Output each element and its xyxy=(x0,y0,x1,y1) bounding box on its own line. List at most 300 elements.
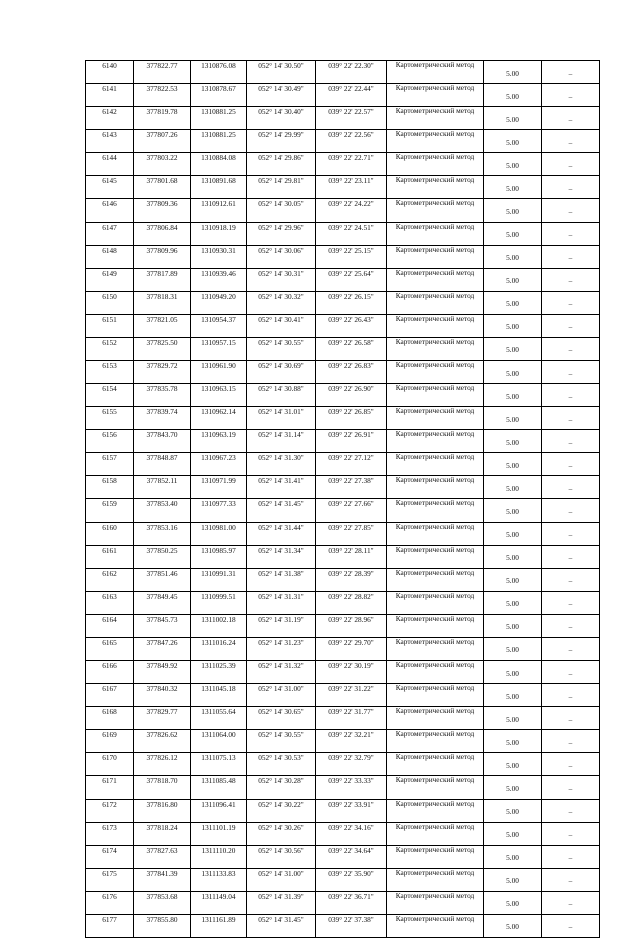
longitude-cell: 039° 22' 37.38" xyxy=(316,914,387,937)
description-cell: – xyxy=(542,407,600,430)
table-row xyxy=(86,222,600,245)
point-number-cell: 6169 xyxy=(86,730,134,753)
method-cell: Картометрический метод xyxy=(387,684,484,707)
latitude-cell: 052° 14' 30.53" xyxy=(247,753,316,776)
latitude-cell: 052° 14' 30.41" xyxy=(247,314,316,337)
table-row xyxy=(86,130,600,153)
description-cell: – xyxy=(542,361,600,384)
latitude-cell: 052° 14' 31.30" xyxy=(247,453,316,476)
table-row xyxy=(86,637,600,660)
method-cell: Картометрический метод xyxy=(387,107,484,130)
y-coordinate-cell: 1310912.61 xyxy=(191,199,247,222)
point-number-cell: 6156 xyxy=(86,430,134,453)
y-coordinate-cell: 1311096.41 xyxy=(191,799,247,822)
x-coordinate-cell: 377817.89 xyxy=(134,268,191,291)
latitude-cell: 052° 14' 31.14" xyxy=(247,430,316,453)
longitude-cell: 039° 22' 26.83" xyxy=(316,361,387,384)
point-number-cell: 6146 xyxy=(86,199,134,222)
x-coordinate-cell: 377822.53 xyxy=(134,84,191,107)
description-cell: – xyxy=(542,337,600,360)
description-cell: – xyxy=(542,499,600,522)
accuracy-cell: 5.00 xyxy=(484,661,542,684)
point-number-cell: 6147 xyxy=(86,222,134,245)
y-coordinate-cell: 1310949.20 xyxy=(191,291,247,314)
x-coordinate-cell: 377849.92 xyxy=(134,661,191,684)
x-coordinate-cell: 377839.74 xyxy=(134,407,191,430)
longitude-cell: 039° 22' 27.66" xyxy=(316,499,387,522)
description-cell: – xyxy=(542,153,600,176)
method-cell: Картометрический метод xyxy=(387,707,484,730)
method-cell: Картометрический метод xyxy=(387,891,484,914)
point-number-cell: 6167 xyxy=(86,684,134,707)
table-row xyxy=(86,522,600,545)
y-coordinate-cell: 1311064.00 xyxy=(191,730,247,753)
table-row xyxy=(86,753,600,776)
point-number-cell: 6164 xyxy=(86,614,134,637)
latitude-cell: 052° 14' 31.32" xyxy=(247,661,316,684)
x-coordinate-cell: 377801.68 xyxy=(134,176,191,199)
latitude-cell: 052° 14' 31.00" xyxy=(247,868,316,891)
accuracy-cell: 5.00 xyxy=(484,84,542,107)
accuracy-cell: 5.00 xyxy=(484,684,542,707)
point-number-cell: 6153 xyxy=(86,361,134,384)
latitude-cell: 052° 14' 30.22" xyxy=(247,799,316,822)
latitude-cell: 052° 14' 30.32" xyxy=(247,291,316,314)
accuracy-cell: 5.00 xyxy=(484,591,542,614)
y-coordinate-cell: 1311075.13 xyxy=(191,753,247,776)
method-cell: Картометрический метод xyxy=(387,914,484,937)
accuracy-cell: 5.00 xyxy=(484,891,542,914)
longitude-cell: 039° 22' 30.19" xyxy=(316,661,387,684)
table-row xyxy=(86,545,600,568)
latitude-cell: 052° 14' 30.06" xyxy=(247,245,316,268)
method-cell: Картометрический метод xyxy=(387,176,484,199)
y-coordinate-cell: 1311055.64 xyxy=(191,707,247,730)
latitude-cell: 052° 14' 31.34" xyxy=(247,545,316,568)
method-cell: Картометрический метод xyxy=(387,384,484,407)
accuracy-cell: 5.00 xyxy=(484,407,542,430)
latitude-cell: 052° 14' 30.28" xyxy=(247,776,316,799)
method-cell: Картометрический метод xyxy=(387,314,484,337)
latitude-cell: 052° 14' 31.23" xyxy=(247,637,316,660)
y-coordinate-cell: 1310881.25 xyxy=(191,130,247,153)
point-number-cell: 6144 xyxy=(86,153,134,176)
x-coordinate-cell: 377827.63 xyxy=(134,845,191,868)
longitude-cell: 039° 22' 27.85" xyxy=(316,522,387,545)
y-coordinate-cell: 1310918.19 xyxy=(191,222,247,245)
coordinates-table-body xyxy=(86,61,600,938)
table-row xyxy=(86,914,600,937)
y-coordinate-cell: 1310930.31 xyxy=(191,245,247,268)
x-coordinate-cell: 377851.46 xyxy=(134,568,191,591)
point-number-cell: 6161 xyxy=(86,545,134,568)
point-number-cell: 6173 xyxy=(86,822,134,845)
table-row xyxy=(86,407,600,430)
latitude-cell: 052° 14' 31.39" xyxy=(247,891,316,914)
longitude-cell: 039° 22' 29.70" xyxy=(316,637,387,660)
method-cell: Картометрический метод xyxy=(387,753,484,776)
point-number-cell: 6152 xyxy=(86,337,134,360)
description-cell: – xyxy=(542,891,600,914)
latitude-cell: 052° 14' 30.55" xyxy=(247,730,316,753)
accuracy-cell: 5.00 xyxy=(484,845,542,868)
method-cell: Картометрический метод xyxy=(387,522,484,545)
longitude-cell: 039° 22' 26.91" xyxy=(316,430,387,453)
method-cell: Картометрический метод xyxy=(387,868,484,891)
latitude-cell: 052° 14' 31.45" xyxy=(247,499,316,522)
table-row xyxy=(86,199,600,222)
description-cell: – xyxy=(542,291,600,314)
point-number-cell: 6165 xyxy=(86,637,134,660)
table-row xyxy=(86,384,600,407)
method-cell: Картометрический метод xyxy=(387,568,484,591)
y-coordinate-cell: 1310939.46 xyxy=(191,268,247,291)
y-coordinate-cell: 1310878.67 xyxy=(191,84,247,107)
latitude-cell: 052° 14' 29.86" xyxy=(247,153,316,176)
table-row xyxy=(86,61,600,84)
accuracy-cell: 5.00 xyxy=(484,822,542,845)
table-row xyxy=(86,430,600,453)
x-coordinate-cell: 377843.70 xyxy=(134,430,191,453)
method-cell: Картометрический метод xyxy=(387,661,484,684)
description-cell: – xyxy=(542,845,600,868)
y-coordinate-cell: 1311161.89 xyxy=(191,914,247,937)
table-row xyxy=(86,591,600,614)
method-cell: Картометрический метод xyxy=(387,337,484,360)
y-coordinate-cell: 1310999.51 xyxy=(191,591,247,614)
x-coordinate-cell: 377847.26 xyxy=(134,637,191,660)
y-coordinate-cell: 1310891.68 xyxy=(191,176,247,199)
method-cell: Картометрический метод xyxy=(387,84,484,107)
latitude-cell: 052° 14' 31.41" xyxy=(247,476,316,499)
y-coordinate-cell: 1310957.15 xyxy=(191,337,247,360)
accuracy-cell: 5.00 xyxy=(484,799,542,822)
description-cell: – xyxy=(542,130,600,153)
accuracy-cell: 5.00 xyxy=(484,199,542,222)
y-coordinate-cell: 1311025.39 xyxy=(191,661,247,684)
longitude-cell: 039° 22' 34.64" xyxy=(316,845,387,868)
x-coordinate-cell: 377816.80 xyxy=(134,799,191,822)
table-row xyxy=(86,822,600,845)
x-coordinate-cell: 377853.16 xyxy=(134,522,191,545)
method-cell: Картометрический метод xyxy=(387,614,484,637)
table-row xyxy=(86,245,600,268)
table-row xyxy=(86,337,600,360)
accuracy-cell: 5.00 xyxy=(484,130,542,153)
latitude-cell: 052° 14' 30.49" xyxy=(247,84,316,107)
accuracy-cell: 5.00 xyxy=(484,614,542,637)
point-number-cell: 6158 xyxy=(86,476,134,499)
y-coordinate-cell: 1310961.90 xyxy=(191,361,247,384)
accuracy-cell: 5.00 xyxy=(484,568,542,591)
longitude-cell: 039° 22' 32.79" xyxy=(316,753,387,776)
longitude-cell: 039° 22' 22.71" xyxy=(316,153,387,176)
description-cell: – xyxy=(542,799,600,822)
x-coordinate-cell: 377818.70 xyxy=(134,776,191,799)
latitude-cell: 052° 14' 29.81" xyxy=(247,176,316,199)
description-cell: – xyxy=(542,684,600,707)
accuracy-cell: 5.00 xyxy=(484,545,542,568)
accuracy-cell: 5.00 xyxy=(484,314,542,337)
longitude-cell: 039° 22' 24.51" xyxy=(316,222,387,245)
x-coordinate-cell: 377855.80 xyxy=(134,914,191,937)
method-cell: Картометрический метод xyxy=(387,153,484,176)
accuracy-cell: 5.00 xyxy=(484,476,542,499)
y-coordinate-cell: 1310963.15 xyxy=(191,384,247,407)
table-row xyxy=(86,314,600,337)
longitude-cell: 039° 22' 22.56" xyxy=(316,130,387,153)
x-coordinate-cell: 377818.31 xyxy=(134,291,191,314)
method-cell: Картометрический метод xyxy=(387,361,484,384)
y-coordinate-cell: 1310962.14 xyxy=(191,407,247,430)
description-cell: – xyxy=(542,245,600,268)
point-number-cell: 6140 xyxy=(86,61,134,84)
x-coordinate-cell: 377807.26 xyxy=(134,130,191,153)
latitude-cell: 052° 14' 30.88" xyxy=(247,384,316,407)
y-coordinate-cell: 1311045.18 xyxy=(191,684,247,707)
y-coordinate-cell: 1310977.33 xyxy=(191,499,247,522)
accuracy-cell: 5.00 xyxy=(484,107,542,130)
description-cell: – xyxy=(542,107,600,130)
description-cell: – xyxy=(542,453,600,476)
latitude-cell: 052° 14' 29.96" xyxy=(247,222,316,245)
longitude-cell: 039° 22' 27.12" xyxy=(316,453,387,476)
method-cell: Картометрический метод xyxy=(387,453,484,476)
description-cell: – xyxy=(542,522,600,545)
x-coordinate-cell: 377841.39 xyxy=(134,868,191,891)
description-cell: – xyxy=(542,176,600,199)
accuracy-cell: 5.00 xyxy=(484,384,542,407)
table-row xyxy=(86,891,600,914)
method-cell: Картометрический метод xyxy=(387,268,484,291)
method-cell: Картометрический метод xyxy=(387,845,484,868)
table-row xyxy=(86,453,600,476)
description-cell: – xyxy=(542,476,600,499)
accuracy-cell: 5.00 xyxy=(484,453,542,476)
coordinates-table xyxy=(85,60,600,938)
method-cell: Картометрический метод xyxy=(387,199,484,222)
table-row xyxy=(86,845,600,868)
table-row xyxy=(86,707,600,730)
accuracy-cell: 5.00 xyxy=(484,499,542,522)
method-cell: Картометрический метод xyxy=(387,591,484,614)
description-cell: – xyxy=(542,84,600,107)
method-cell: Картометрический метод xyxy=(387,637,484,660)
accuracy-cell: 5.00 xyxy=(484,176,542,199)
point-number-cell: 6176 xyxy=(86,891,134,914)
accuracy-cell: 5.00 xyxy=(484,222,542,245)
description-cell: – xyxy=(542,314,600,337)
y-coordinate-cell: 1310971.99 xyxy=(191,476,247,499)
table-row xyxy=(86,614,600,637)
y-coordinate-cell: 1311016.24 xyxy=(191,637,247,660)
longitude-cell: 039° 22' 26.15" xyxy=(316,291,387,314)
point-number-cell: 6149 xyxy=(86,268,134,291)
longitude-cell: 039° 22' 27.38" xyxy=(316,476,387,499)
x-coordinate-cell: 377829.77 xyxy=(134,707,191,730)
y-coordinate-cell: 1310967.23 xyxy=(191,453,247,476)
y-coordinate-cell: 1311133.83 xyxy=(191,868,247,891)
x-coordinate-cell: 377818.24 xyxy=(134,822,191,845)
x-coordinate-cell: 377829.72 xyxy=(134,361,191,384)
accuracy-cell: 5.00 xyxy=(484,776,542,799)
x-coordinate-cell: 377819.78 xyxy=(134,107,191,130)
longitude-cell: 039° 22' 28.39" xyxy=(316,568,387,591)
y-coordinate-cell: 1310884.08 xyxy=(191,153,247,176)
longitude-cell: 039° 22' 35.90" xyxy=(316,868,387,891)
description-cell: – xyxy=(542,637,600,660)
y-coordinate-cell: 1311110.20 xyxy=(191,845,247,868)
description-cell: – xyxy=(542,199,600,222)
description-cell: – xyxy=(542,914,600,937)
table-row xyxy=(86,568,600,591)
latitude-cell: 052° 14' 31.45" xyxy=(247,914,316,937)
latitude-cell: 052° 14' 31.38" xyxy=(247,568,316,591)
latitude-cell: 052° 14' 31.19" xyxy=(247,614,316,637)
point-number-cell: 6141 xyxy=(86,84,134,107)
point-number-cell: 6157 xyxy=(86,453,134,476)
description-cell: – xyxy=(542,61,600,84)
accuracy-cell: 5.00 xyxy=(484,868,542,891)
description-cell: – xyxy=(542,776,600,799)
x-coordinate-cell: 377850.25 xyxy=(134,545,191,568)
method-cell: Картометрический метод xyxy=(387,61,484,84)
x-coordinate-cell: 377825.50 xyxy=(134,337,191,360)
latitude-cell: 052° 14' 30.50" xyxy=(247,61,316,84)
point-number-cell: 6175 xyxy=(86,868,134,891)
table-row xyxy=(86,291,600,314)
point-number-cell: 6143 xyxy=(86,130,134,153)
y-coordinate-cell: 1310954.37 xyxy=(191,314,247,337)
method-cell: Картометрический метод xyxy=(387,430,484,453)
description-cell: – xyxy=(542,707,600,730)
y-coordinate-cell: 1310881.25 xyxy=(191,107,247,130)
x-coordinate-cell: 377803.22 xyxy=(134,153,191,176)
longitude-cell: 039° 22' 26.58" xyxy=(316,337,387,360)
x-coordinate-cell: 377826.12 xyxy=(134,753,191,776)
accuracy-cell: 5.00 xyxy=(484,361,542,384)
y-coordinate-cell: 1310985.97 xyxy=(191,545,247,568)
table-row xyxy=(86,499,600,522)
point-number-cell: 6166 xyxy=(86,661,134,684)
accuracy-cell: 5.00 xyxy=(484,637,542,660)
longitude-cell: 039° 22' 31.77" xyxy=(316,707,387,730)
description-cell: – xyxy=(542,753,600,776)
y-coordinate-cell: 1310963.19 xyxy=(191,430,247,453)
table-row xyxy=(86,268,600,291)
x-coordinate-cell: 377853.68 xyxy=(134,891,191,914)
point-number-cell: 6177 xyxy=(86,914,134,937)
description-cell: – xyxy=(542,384,600,407)
accuracy-cell: 5.00 xyxy=(484,291,542,314)
description-cell: – xyxy=(542,730,600,753)
description-cell: – xyxy=(542,614,600,637)
method-cell: Картометрический метод xyxy=(387,822,484,845)
table-row xyxy=(86,84,600,107)
latitude-cell: 052° 14' 31.31" xyxy=(247,591,316,614)
latitude-cell: 052° 14' 29.99" xyxy=(247,130,316,153)
method-cell: Картометрический метод xyxy=(387,799,484,822)
accuracy-cell: 5.00 xyxy=(484,753,542,776)
method-cell: Картометрический метод xyxy=(387,130,484,153)
longitude-cell: 039° 22' 25.15" xyxy=(316,245,387,268)
latitude-cell: 052° 14' 30.05" xyxy=(247,199,316,222)
description-cell: – xyxy=(542,591,600,614)
x-coordinate-cell: 377826.62 xyxy=(134,730,191,753)
y-coordinate-cell: 1311149.04 xyxy=(191,891,247,914)
latitude-cell: 052° 14' 30.69" xyxy=(247,361,316,384)
longitude-cell: 039° 22' 23.11" xyxy=(316,176,387,199)
table-row xyxy=(86,176,600,199)
latitude-cell: 052° 14' 30.56" xyxy=(247,845,316,868)
table-row xyxy=(86,684,600,707)
method-cell: Картометрический метод xyxy=(387,730,484,753)
longitude-cell: 039° 22' 34.16" xyxy=(316,822,387,845)
x-coordinate-cell: 377821.05 xyxy=(134,314,191,337)
point-number-cell: 6155 xyxy=(86,407,134,430)
accuracy-cell: 5.00 xyxy=(484,268,542,291)
point-number-cell: 6171 xyxy=(86,776,134,799)
latitude-cell: 052° 14' 30.55" xyxy=(247,337,316,360)
accuracy-cell: 5.00 xyxy=(484,61,542,84)
accuracy-cell: 5.00 xyxy=(484,914,542,937)
x-coordinate-cell: 377845.73 xyxy=(134,614,191,637)
longitude-cell: 039° 22' 26.90" xyxy=(316,384,387,407)
point-number-cell: 6162 xyxy=(86,568,134,591)
longitude-cell: 039° 22' 33.33" xyxy=(316,776,387,799)
x-coordinate-cell: 377806.84 xyxy=(134,222,191,245)
method-cell: Картометрический метод xyxy=(387,407,484,430)
latitude-cell: 052° 14' 31.00" xyxy=(247,684,316,707)
longitude-cell: 039° 22' 24.22" xyxy=(316,199,387,222)
x-coordinate-cell: 377853.40 xyxy=(134,499,191,522)
longitude-cell: 039° 22' 22.44" xyxy=(316,84,387,107)
longitude-cell: 039° 22' 32.21" xyxy=(316,730,387,753)
y-coordinate-cell: 1310876.08 xyxy=(191,61,247,84)
accuracy-cell: 5.00 xyxy=(484,707,542,730)
y-coordinate-cell: 1311002.18 xyxy=(191,614,247,637)
method-cell: Картометрический метод xyxy=(387,476,484,499)
table-row xyxy=(86,661,600,684)
point-number-cell: 6159 xyxy=(86,499,134,522)
point-number-cell: 6150 xyxy=(86,291,134,314)
table-row xyxy=(86,776,600,799)
accuracy-cell: 5.00 xyxy=(484,245,542,268)
longitude-cell: 039° 22' 28.96" xyxy=(316,614,387,637)
point-number-cell: 6172 xyxy=(86,799,134,822)
accuracy-cell: 5.00 xyxy=(484,153,542,176)
description-cell: – xyxy=(542,545,600,568)
point-number-cell: 6168 xyxy=(86,707,134,730)
table-row xyxy=(86,868,600,891)
longitude-cell: 039° 22' 22.57" xyxy=(316,107,387,130)
latitude-cell: 052° 14' 30.31" xyxy=(247,268,316,291)
x-coordinate-cell: 377835.78 xyxy=(134,384,191,407)
y-coordinate-cell: 1311085.48 xyxy=(191,776,247,799)
description-cell: – xyxy=(542,868,600,891)
table-row xyxy=(86,107,600,130)
y-coordinate-cell: 1311101.19 xyxy=(191,822,247,845)
longitude-cell: 039° 22' 26.43" xyxy=(316,314,387,337)
x-coordinate-cell: 377848.87 xyxy=(134,453,191,476)
longitude-cell: 039° 22' 28.82" xyxy=(316,591,387,614)
point-number-cell: 6148 xyxy=(86,245,134,268)
latitude-cell: 052° 14' 31.01" xyxy=(247,407,316,430)
table-row xyxy=(86,799,600,822)
longitude-cell: 039° 22' 31.22" xyxy=(316,684,387,707)
table-row xyxy=(86,153,600,176)
x-coordinate-cell: 377840.32 xyxy=(134,684,191,707)
